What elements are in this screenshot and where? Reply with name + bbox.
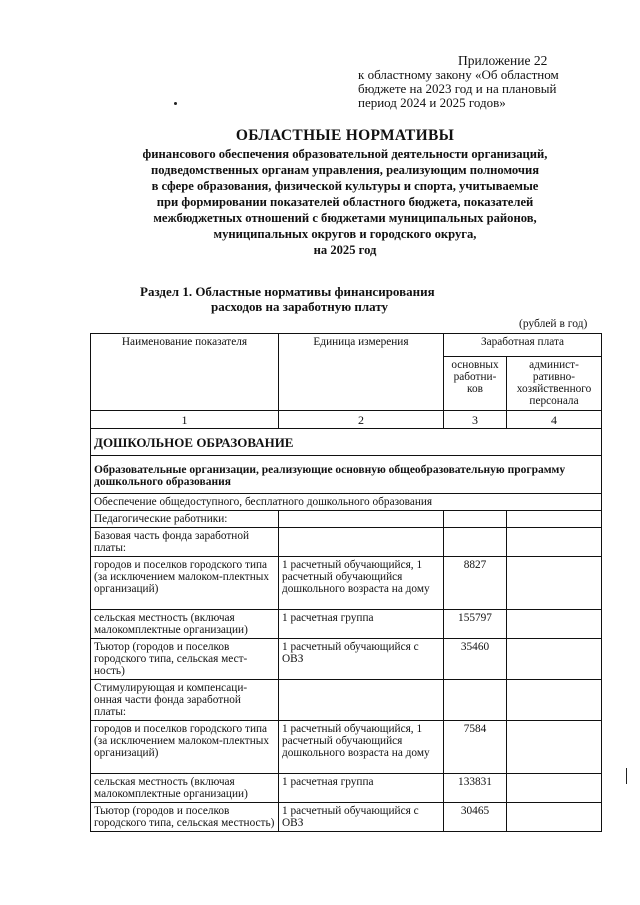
section-line: расходов на заработную плату <box>211 299 389 314</box>
cell-main: 30465 <box>444 803 507 832</box>
cell-main <box>444 528 507 557</box>
cell-name: Тьютор (городов и поселков городского типа, сельская местность) <box>91 803 279 832</box>
cell-name: Базовая часть фонда заработной платы: <box>91 528 279 557</box>
annex-note <box>358 54 608 110</box>
cell-main: 35460 <box>444 639 507 680</box>
subsection-title: Образовательные организации, реализующие основную общеобразовательную программу дошкольного образования <box>91 456 602 494</box>
column-number: 4 <box>507 411 602 429</box>
cell-unit: 1 расчетная группа <box>279 610 444 639</box>
title-heading: ОБЛАСТНЫЕ НОРМАТИВЫ <box>235 127 455 144</box>
cell-main <box>444 680 507 721</box>
title-line: муниципальных округов и городского округа, <box>213 227 477 241</box>
cell-name: сельская местность (включая малокомплектные организации) <box>91 610 279 639</box>
cell-admin <box>507 528 602 557</box>
cell-name: Тьютор (городов и поселков городского типа, сельская мест-ность) <box>91 639 279 680</box>
title-line: подведомственных органам управления, реализующим полномочия <box>150 163 540 177</box>
cell-main <box>444 511 507 528</box>
section-line: Раздел 1. Областные нормативы финансирования <box>140 284 435 299</box>
table-row <box>91 680 602 721</box>
cell-admin <box>507 680 602 721</box>
cell-unit: 1 расчетный обучающийся с ОВЗ <box>279 639 444 680</box>
cell-unit: 1 расчетная группа <box>279 774 444 803</box>
cell-name: городов и поселков городского типа (за исключением малоком-плектных организаций) <box>91 557 279 610</box>
table-row <box>91 610 602 639</box>
norms-table <box>90 333 602 832</box>
cell-admin <box>507 511 602 528</box>
column-number-row <box>91 411 602 429</box>
title-line: финансового обеспечения образовательной деятельности организаций, <box>142 147 548 161</box>
annex-line: бюджете на 2023 год и на плановый <box>358 81 557 96</box>
table-row <box>91 557 602 610</box>
cell-main: 155797 <box>444 610 507 639</box>
section-heading <box>140 284 435 314</box>
cell-unit <box>279 511 444 528</box>
cell-main: 8827 <box>444 557 507 610</box>
table-row <box>91 721 602 774</box>
column-number: 1 <box>91 411 279 429</box>
speck-mark <box>174 102 177 105</box>
cell-admin <box>507 774 602 803</box>
title-line: межбюджетных отношений с бюджетами муниципальных районов, <box>153 211 537 225</box>
title-line: при формировании показателей областного бюджета, показателей <box>156 195 534 209</box>
header-main-staff: основных работни-ков <box>444 357 507 411</box>
cell-name: сельская местность (включая малокомплектные организации) <box>91 774 279 803</box>
header-admin-staff: админист-ративно-хозяйственного персонала <box>507 357 602 411</box>
header-row <box>91 334 602 357</box>
table-row <box>91 774 602 803</box>
table-row <box>91 639 602 680</box>
cell-name: городов и поселков городского типа (за исключением малоком-плектных организаций) <box>91 721 279 774</box>
section-title: ДОШКОЛЬНОЕ ОБРАЗОВАНИЕ <box>91 429 602 456</box>
document-title <box>90 126 600 258</box>
cell-unit: 1 расчетный обучающийся с ОВЗ <box>279 803 444 832</box>
column-number: 2 <box>279 411 444 429</box>
column-number: 3 <box>444 411 507 429</box>
annex-line: к областному закону «Об областном <box>358 67 559 82</box>
annex-line: Приложение 22 <box>458 53 548 68</box>
margin-mark <box>626 768 627 784</box>
cell-unit: 1 расчетный обучающийся, 1 расчетный обучающийся дошкольного возраста на дому <box>279 721 444 774</box>
cell-name: Стимулирующая и компенсаци-онная части фонда заработной платы: <box>91 680 279 721</box>
title-line: на 2025 год <box>313 243 377 257</box>
provision-row: Обеспечение общедоступного, бесплатного дошкольного образования <box>91 494 602 511</box>
header-name: Наименование показателя <box>91 334 279 411</box>
header-unit: Единица измерения <box>279 334 444 411</box>
units-note: (рублей в год) <box>519 318 588 330</box>
cell-main: 133831 <box>444 774 507 803</box>
table-row <box>91 528 602 557</box>
title-line: в сфере образования, физической культуры и спорта, учитываемые <box>151 179 539 193</box>
cell-admin <box>507 557 602 610</box>
annex-line: период 2024 и 2025 годов» <box>358 95 506 110</box>
cell-admin <box>507 639 602 680</box>
cell-main: 7584 <box>444 721 507 774</box>
cell-admin <box>507 803 602 832</box>
cell-name: Педагогические работники: <box>91 511 279 528</box>
cell-unit: 1 расчетный обучающийся, 1 расчетный обучающийся дошкольного возраста на дому <box>279 557 444 610</box>
table-row <box>91 803 602 832</box>
cell-admin <box>507 721 602 774</box>
table-row <box>91 511 602 528</box>
cell-unit <box>279 680 444 721</box>
cell-unit <box>279 528 444 557</box>
header-salary: Заработная плата <box>444 334 602 357</box>
cell-admin <box>507 610 602 639</box>
